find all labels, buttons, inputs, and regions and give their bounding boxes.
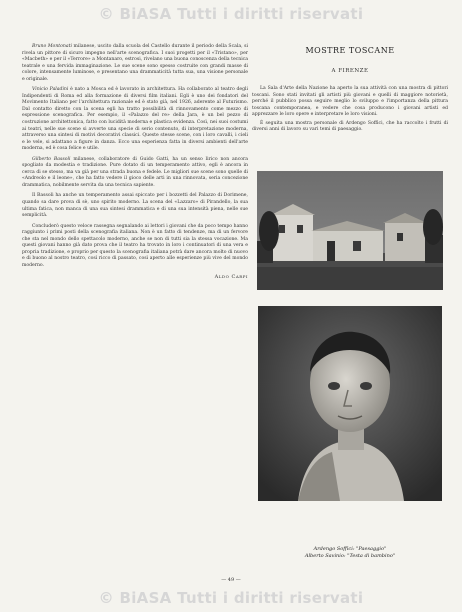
right-column-body <box>252 86 448 136</box>
left-paragraph-4: Il Bassoli ha anche un temperamento assai spiccato per i bozzetti del Palazzo di Dorimene, quando sa dare prova di sè, uno spirito moderno. La scena del «Lazzaro» di Pirandello, la sua ultima fatica, non manca di una sua sintesi drammatica e di una sua intensità piena, nelle sue semplicità. <box>22 193 248 219</box>
section-title: MOSTRE TOSCANE <box>305 46 395 55</box>
portrait-painting-svg <box>258 306 442 501</box>
section-subtitle: A FIRENZE <box>331 68 369 74</box>
caption-line-1: Ardengo Soffici: "Paesaggio" <box>313 546 387 552</box>
left-paragraph-1: Bruno Montonati milanese, uscito dalla scuola del Castello durante il periodo della Scala, si rivela un pittore di sicuro impegno nell'arte scenografica. I suoi progetti per il «Tristano», per «Macbeth» e per il «Terrore» a Montanaro, estrosi, rivelano una buona conoscenza della tecnica teatrale e una fervida immaginazione. Le sue scene sono spesso costruite con grandi masse di colore, intensamente luminose, e presentano una drammaticità tutta sua, una visione personale e originale. <box>22 44 248 82</box>
watermark-bottom: © BiASA Tutti i diritti riservati <box>98 589 364 607</box>
right-paragraph-1: La Sala d'Arte della Nazione ha aperto la sua attività con una mostra di pittori toscani. Sono stati invitati gli artisti più giovani e quelli di maggiore notorietà, perché il pubblico possa seguire meglio lo sviluppo e l'importanza della pittura toscana contemporanea, e vedere che cosa producono i giovani artisti ed apprezzare le loro opere e interpretare le loro visioni. <box>252 86 448 117</box>
landscape-painting-image <box>257 171 443 290</box>
left-paragraph-5: Concluderò questo veloce rassegna segnalando ai lettori i giovani che da poco tempo hanno raggiunto i primi posti della scenografia italiana. Non è un fatto di tendenze, ma di un fervore che sta nel mondo dello spettacolo moderno, anche se non di tutti sia la stessa vocazione. Ma questi giovani hanno già dato prova che il teatro ha trovato in loro i continuatori di una vera e propria tradizione, e proprio per questo la scenografia italiana potrà dare ancora molto di nuovo e di buono al nostro teatro, così ricco di passato, così aperto alle esperienze più vive del mondo moderno. <box>22 223 248 268</box>
landscape-painting-svg <box>257 171 443 290</box>
left-paragraph-3: Gilberto Bassoli milanese, collaboratore di Guido Gatti, ha un senso lirico non ancora spogliato da modestia e tradizione. Pure dotato di un temperamento attivo, egli è ancora in cerca di se stesso, ma va già per una strada buona e fedele. Le migliori sue scene sono quelle di «Andreolo e il leone», che ha fatto vedere il gioco delle arti in una rinnovata, seria concezione drammatica, nobilmente servita da una tecnica sapiente. <box>22 156 248 188</box>
image-caption <box>255 546 445 560</box>
caption-line-2: Alberto Savinio: "Testa di bambino" <box>304 553 396 559</box>
page-number: — 49 — <box>221 577 241 583</box>
article-signature: Aldo Carpi <box>214 273 248 280</box>
right-paragraph-2: È seguita una mostra personale di Ardengo Soffici, che ha raccolto i frutti di diversi anni di lavoro su vari temi di paesaggio. <box>252 120 448 132</box>
left-paragraph-2: Vinicio Paladini è nato a Mosca ed è lavorato in architettura. Ha collaborato al teatro degli Indipendenti di Roma ed alla formazione di diversi film italiani. Egli è uno dei fondatori del Movimento Italiano per l'architettura razionale ed è stato già, nel 1926, aderente al Futurismo. Dal contatto diretto con la scena egli ha tratto possibilità di rinnovamento come mezzo di espressione scenografica. Per esempio, il «Palazzo del re» della Jara, è un bel pezzo di costruzione architettonica, fatto con lucidità moderna e plastica evidenza. Così, nei suoi costumi ai teatri, nelle sue scene si avverte una specie di serio contenuto, di interpretazione moderna, attraverso una sintesi di motivi decorativi classici. Queste stesse scene, con i loro cavalli, i cieli e le vele, si adattano a figure in danza. Ecco una esperienza fatta in diversi ambienti dell'arte moderna, ed è cosa felice e utile. <box>22 87 248 152</box>
portrait-painting-image <box>258 306 442 501</box>
left-column <box>22 44 248 584</box>
watermark-top: © BiASA Tutti i diritti riservati <box>98 5 364 23</box>
